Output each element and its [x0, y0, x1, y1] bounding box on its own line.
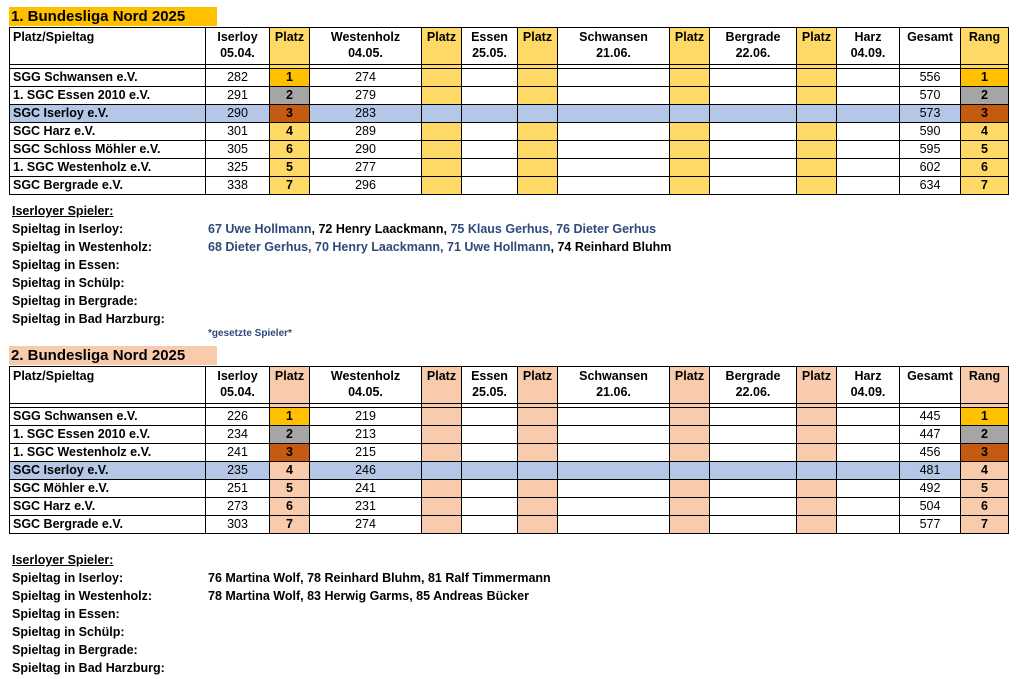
platz-iserloy: 5	[270, 159, 310, 177]
gesamt-value: 570	[900, 87, 961, 105]
empty-cell	[422, 516, 462, 534]
empty-cell	[462, 69, 518, 87]
empty-cell	[518, 408, 558, 426]
score-westenholz: 279	[310, 87, 422, 105]
platz-iserloy: 2	[270, 87, 310, 105]
platz-iserloy: 1	[270, 69, 310, 87]
empty-cell	[837, 480, 900, 498]
score-westenholz: 246	[310, 462, 422, 480]
empty-cell	[710, 105, 797, 123]
empty-cell	[837, 105, 900, 123]
empty-cell	[670, 87, 710, 105]
empty-cell	[462, 480, 518, 498]
player-names: , 74 Reinhard Bluhm	[550, 240, 672, 254]
empty-cell	[558, 105, 670, 123]
empty-cell	[837, 444, 900, 462]
player-line	[12, 220, 671, 238]
empty-cell	[518, 516, 558, 534]
table-row	[10, 87, 1009, 105]
league2-table	[9, 366, 1009, 534]
empty-cell	[558, 408, 670, 426]
platz-iserloy: 6	[270, 141, 310, 159]
empty-cell	[797, 408, 837, 426]
spieltag-label: Spieltag in Essen:	[12, 258, 120, 272]
empty-cell	[462, 141, 518, 159]
spieltag-label: Spieltag in Bergrade:	[12, 643, 138, 657]
empty-cell	[710, 498, 797, 516]
empty-cell	[670, 69, 710, 87]
platz-iserloy: 3	[270, 444, 310, 462]
empty-cell	[462, 159, 518, 177]
rang-value: 1	[961, 69, 1009, 87]
score-iserloy: 301	[206, 123, 270, 141]
table-row	[10, 480, 1009, 498]
empty-cell	[518, 105, 558, 123]
empty-cell	[518, 87, 558, 105]
empty-cell	[837, 498, 900, 516]
score-iserloy: 241	[206, 444, 270, 462]
empty-cell	[422, 408, 462, 426]
empty-cell	[797, 159, 837, 177]
empty-cell	[670, 498, 710, 516]
spieltag-label: Spieltag in Bad Harzburg:	[12, 312, 165, 326]
empty-cell	[422, 480, 462, 498]
empty-cell	[422, 69, 462, 87]
empty-cell	[670, 159, 710, 177]
score-iserloy: 291	[206, 87, 270, 105]
platz-iserloy: 7	[270, 177, 310, 195]
score-iserloy: 273	[206, 498, 270, 516]
table-row	[10, 462, 1009, 480]
empty-cell	[558, 123, 670, 141]
empty-cell	[837, 462, 900, 480]
gesamt-value: 573	[900, 105, 961, 123]
empty-cell	[518, 444, 558, 462]
empty-cell	[518, 141, 558, 159]
spieltag-label: Spieltag in Bad Harzburg:	[12, 661, 165, 675]
table-row	[10, 69, 1009, 87]
player-names: 72 Henry Laackmann	[318, 222, 444, 236]
score-iserloy: 251	[206, 480, 270, 498]
header-platz-spieltag: Platz/Spieltag	[10, 367, 206, 404]
league2-title: 2. Bundesliga Nord 2025	[9, 346, 217, 365]
rang-value: 3	[961, 444, 1009, 462]
rang-value: 3	[961, 105, 1009, 123]
header-cell: Platz	[797, 367, 837, 404]
score-westenholz: 290	[310, 141, 422, 159]
header-cell: Essen 25.05.	[462, 28, 518, 65]
empty-cell	[422, 105, 462, 123]
player-names: 68 Dieter Gerhus, 70 Henry Laackmann, 71 Uwe Hollmann	[208, 240, 551, 254]
player-names: 75 Klaus Gerhus	[450, 222, 550, 236]
score-iserloy: 290	[206, 105, 270, 123]
score-westenholz: 296	[310, 177, 422, 195]
empty-cell	[670, 141, 710, 159]
score-iserloy: 325	[206, 159, 270, 177]
empty-cell	[837, 141, 900, 159]
empty-cell	[462, 426, 518, 444]
empty-cell	[462, 123, 518, 141]
rang-value: 5	[961, 141, 1009, 159]
empty-cell	[422, 462, 462, 480]
empty-cell	[670, 123, 710, 141]
header-cell: Westenholz 04.05.	[310, 28, 422, 65]
player-line	[12, 641, 551, 659]
header-cell: Platz	[422, 28, 462, 65]
score-iserloy: 303	[206, 516, 270, 534]
empty-cell	[558, 426, 670, 444]
empty-cell	[670, 177, 710, 195]
header-cell: Harz 04.09.	[837, 367, 900, 404]
table-row	[10, 123, 1009, 141]
empty-cell	[670, 462, 710, 480]
team-name: SGC Bergrade e.V.	[10, 516, 206, 534]
player-line	[12, 569, 551, 587]
empty-cell	[797, 177, 837, 195]
rang-value: 4	[961, 123, 1009, 141]
empty-cell	[797, 123, 837, 141]
rang-value: 7	[961, 177, 1009, 195]
rang-value: 2	[961, 87, 1009, 105]
team-name: 1. SGC Essen 2010 e.V.	[10, 426, 206, 444]
empty-cell	[462, 444, 518, 462]
empty-cell	[837, 516, 900, 534]
empty-cell	[462, 177, 518, 195]
empty-cell	[422, 159, 462, 177]
empty-cell	[462, 105, 518, 123]
empty-cell	[518, 159, 558, 177]
gesamt-value: 634	[900, 177, 961, 195]
header-cell: Platz	[270, 28, 310, 65]
empty-cell	[710, 159, 797, 177]
league1-players	[12, 202, 671, 328]
empty-cell	[797, 87, 837, 105]
empty-cell	[710, 123, 797, 141]
score-westenholz: 215	[310, 444, 422, 462]
empty-cell	[670, 426, 710, 444]
spieltag-label: Spieltag in Essen:	[12, 607, 120, 621]
empty-cell	[518, 480, 558, 498]
table-row	[10, 141, 1009, 159]
header-cell: Gesamt	[900, 28, 961, 65]
empty-cell	[710, 480, 797, 498]
seeded-note: *gesetzte Spieler*	[208, 328, 292, 339]
empty-cell	[422, 498, 462, 516]
score-westenholz: 213	[310, 426, 422, 444]
empty-cell	[797, 480, 837, 498]
gesamt-value: 456	[900, 444, 961, 462]
empty-cell	[670, 105, 710, 123]
empty-cell	[670, 444, 710, 462]
platz-iserloy: 5	[270, 480, 310, 498]
score-iserloy: 234	[206, 426, 270, 444]
spieltag-label: Spieltag in Iserloy:	[12, 571, 124, 585]
header-cell: Bergrade 22.06.	[710, 28, 797, 65]
gesamt-value: 504	[900, 498, 961, 516]
table-row	[10, 444, 1009, 462]
team-name: SGC Möhler e.V.	[10, 480, 206, 498]
rang-value: 7	[961, 516, 1009, 534]
empty-cell	[558, 516, 670, 534]
score-iserloy: 282	[206, 69, 270, 87]
empty-cell	[710, 408, 797, 426]
empty-cell	[558, 69, 670, 87]
team-name: SGG Schwansen e.V.	[10, 69, 206, 87]
team-name: SGG Schwansen e.V.	[10, 408, 206, 426]
platz-iserloy: 6	[270, 498, 310, 516]
header-cell: Essen 25.05.	[462, 367, 518, 404]
empty-cell	[837, 123, 900, 141]
player-line	[12, 256, 671, 274]
player-line	[12, 274, 671, 292]
empty-cell	[797, 69, 837, 87]
empty-cell	[462, 408, 518, 426]
empty-cell	[462, 87, 518, 105]
header-cell: Rang	[961, 367, 1009, 404]
empty-cell	[837, 177, 900, 195]
score-iserloy: 338	[206, 177, 270, 195]
team-name: SGC Harz e.V.	[10, 123, 206, 141]
player-names: ,	[549, 222, 557, 236]
table-row	[10, 426, 1009, 444]
empty-cell	[518, 426, 558, 444]
platz-iserloy: 3	[270, 105, 310, 123]
team-name: 1. SGC Essen 2010 e.V.	[10, 87, 206, 105]
empty-cell	[422, 444, 462, 462]
empty-cell	[837, 408, 900, 426]
team-name: 1. SGC Westenholz e.V.	[10, 444, 206, 462]
empty-cell	[518, 177, 558, 195]
player-names: ,	[311, 222, 319, 236]
empty-cell	[710, 177, 797, 195]
header-cell: Platz	[422, 367, 462, 404]
header-cell: Schwansen 21.06.	[558, 367, 670, 404]
player-names: ,	[443, 222, 451, 236]
empty-cell	[710, 69, 797, 87]
empty-cell	[558, 480, 670, 498]
gesamt-value: 595	[900, 141, 961, 159]
platz-iserloy: 2	[270, 426, 310, 444]
empty-cell	[837, 159, 900, 177]
header-cell: Iserloy 05.04.	[206, 367, 270, 404]
empty-cell	[670, 408, 710, 426]
empty-cell	[422, 87, 462, 105]
empty-cell	[710, 141, 797, 159]
table-row	[10, 159, 1009, 177]
table-row	[10, 105, 1009, 123]
platz-iserloy: 1	[270, 408, 310, 426]
player-line	[12, 659, 551, 677]
score-westenholz: 219	[310, 408, 422, 426]
empty-cell	[710, 87, 797, 105]
players-heading: Iserloyer Spieler:	[12, 204, 114, 218]
header-cell: Iserloy 05.04.	[206, 28, 270, 65]
league1-title: 1. Bundesliga Nord 2025	[9, 7, 217, 26]
empty-cell	[558, 444, 670, 462]
spieltag-label: Spieltag in Westenholz:	[12, 240, 153, 254]
platz-iserloy: 4	[270, 123, 310, 141]
rang-value: 6	[961, 159, 1009, 177]
header-cell: Westenholz 04.05.	[310, 367, 422, 404]
empty-cell	[422, 177, 462, 195]
empty-cell	[670, 480, 710, 498]
empty-cell	[797, 141, 837, 159]
gesamt-value: 447	[900, 426, 961, 444]
table-row	[10, 498, 1009, 516]
header-cell: Schwansen 21.06.	[558, 28, 670, 65]
header-cell: Platz	[518, 367, 558, 404]
header-cell: Harz 04.09.	[837, 28, 900, 65]
score-westenholz: 231	[310, 498, 422, 516]
score-iserloy: 226	[206, 408, 270, 426]
empty-cell	[710, 462, 797, 480]
header-row	[10, 367, 1009, 404]
spieltag-label: Spieltag in Schülp:	[12, 276, 125, 290]
empty-cell	[558, 87, 670, 105]
empty-cell	[710, 516, 797, 534]
empty-cell	[422, 123, 462, 141]
empty-cell	[797, 498, 837, 516]
league1-table	[9, 27, 1009, 195]
platz-iserloy: 7	[270, 516, 310, 534]
player-names: 78 Martina Wolf, 83 Herwig Garms, 85 Andreas Bücker	[208, 589, 529, 603]
header-cell: Platz	[670, 28, 710, 65]
spieltag-label: Spieltag in Iserloy:	[12, 222, 124, 236]
player-names: 67 Uwe Hollmann	[208, 222, 312, 236]
player-names: 76 Martina Wolf, 78 Reinhard Bluhm, 81 Ralf Timmermann	[208, 571, 551, 585]
score-westenholz: 283	[310, 105, 422, 123]
score-iserloy: 235	[206, 462, 270, 480]
empty-cell	[558, 159, 670, 177]
team-name: SGC Schloss Möhler e.V.	[10, 141, 206, 159]
team-name: SGC Harz e.V.	[10, 498, 206, 516]
empty-cell	[837, 426, 900, 444]
empty-cell	[518, 69, 558, 87]
player-line	[12, 623, 551, 641]
player-line	[12, 587, 551, 605]
empty-cell	[558, 462, 670, 480]
empty-cell	[797, 105, 837, 123]
player-names: 76 Dieter Gerhus	[556, 222, 657, 236]
gesamt-value: 602	[900, 159, 961, 177]
empty-cell	[837, 69, 900, 87]
empty-cell	[558, 177, 670, 195]
empty-cell	[518, 123, 558, 141]
empty-cell	[462, 498, 518, 516]
rang-value: 2	[961, 426, 1009, 444]
empty-cell	[558, 141, 670, 159]
player-line	[12, 605, 551, 623]
header-cell: Platz	[670, 367, 710, 404]
score-westenholz: 289	[310, 123, 422, 141]
header-cell: Rang	[961, 28, 1009, 65]
header-cell: Platz	[518, 28, 558, 65]
table-row	[10, 177, 1009, 195]
score-westenholz: 274	[310, 516, 422, 534]
empty-cell	[462, 462, 518, 480]
team-name: SGC Iserloy e.V.	[10, 105, 206, 123]
rang-value: 6	[961, 498, 1009, 516]
rang-value: 5	[961, 480, 1009, 498]
rang-value: 4	[961, 462, 1009, 480]
gesamt-value: 481	[900, 462, 961, 480]
score-iserloy: 305	[206, 141, 270, 159]
gesamt-value: 556	[900, 69, 961, 87]
empty-cell	[797, 444, 837, 462]
header-cell: Platz	[797, 28, 837, 65]
gesamt-value: 445	[900, 408, 961, 426]
score-westenholz: 277	[310, 159, 422, 177]
empty-cell	[670, 516, 710, 534]
league2-players	[12, 551, 551, 677]
gesamt-value: 492	[900, 480, 961, 498]
spieltag-label: Spieltag in Schülp:	[12, 625, 125, 639]
header-cell: Gesamt	[900, 367, 961, 404]
players-heading: Iserloyer Spieler:	[12, 553, 114, 567]
team-name: SGC Iserloy e.V.	[10, 462, 206, 480]
empty-cell	[462, 516, 518, 534]
spieltag-label: Spieltag in Bergrade:	[12, 294, 138, 308]
player-line	[12, 310, 671, 328]
table-row	[10, 408, 1009, 426]
header-row	[10, 28, 1009, 65]
empty-cell	[518, 498, 558, 516]
score-westenholz: 274	[310, 69, 422, 87]
header-cell: Bergrade 22.06.	[710, 367, 797, 404]
gesamt-value: 590	[900, 123, 961, 141]
empty-cell	[710, 426, 797, 444]
empty-cell	[558, 498, 670, 516]
empty-cell	[518, 462, 558, 480]
empty-cell	[422, 141, 462, 159]
table-row	[10, 516, 1009, 534]
header-platz-spieltag: Platz/Spieltag	[10, 28, 206, 65]
spieltag-label: Spieltag in Westenholz:	[12, 589, 153, 603]
score-westenholz: 241	[310, 480, 422, 498]
empty-cell	[837, 87, 900, 105]
team-name: 1. SGC Westenholz e.V.	[10, 159, 206, 177]
empty-cell	[797, 462, 837, 480]
empty-cell	[797, 516, 837, 534]
gesamt-value: 577	[900, 516, 961, 534]
header-cell: Platz	[270, 367, 310, 404]
player-line	[12, 292, 671, 310]
empty-cell	[422, 426, 462, 444]
team-name: SGC Bergrade e.V.	[10, 177, 206, 195]
empty-cell	[710, 444, 797, 462]
rang-value: 1	[961, 408, 1009, 426]
player-line	[12, 238, 671, 256]
platz-iserloy: 4	[270, 462, 310, 480]
empty-cell	[797, 426, 837, 444]
